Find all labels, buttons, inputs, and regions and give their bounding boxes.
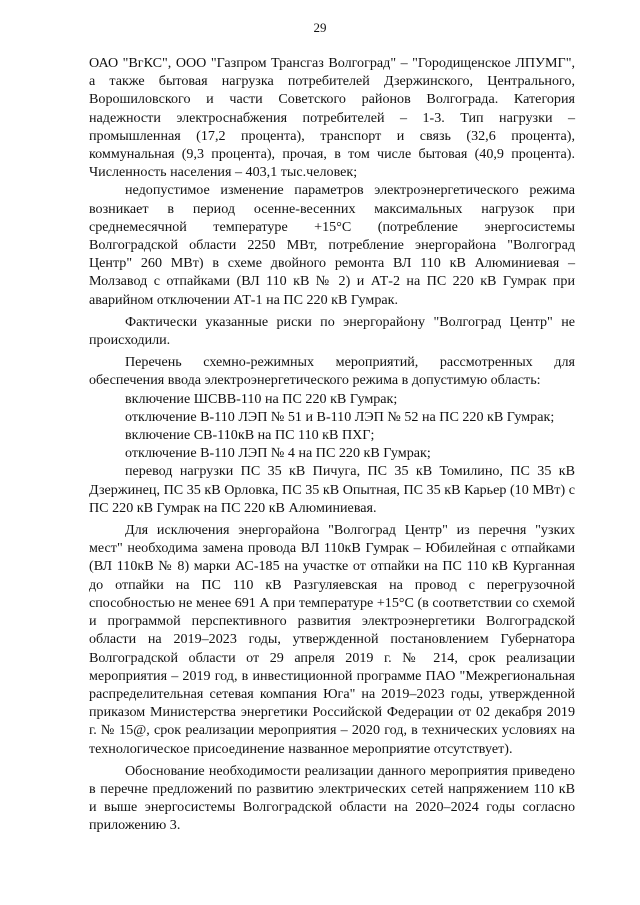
list-item: включение СВ-110кВ на ПС 110 кВ ПХГ; — [125, 427, 375, 444]
paragraph-regime-risk: недопустимое изменение параметров электроэнергетического режима возникает в период осенне-весенних максимальных нагрузок при среднемесячной температуре +15°С (потребление энергосистемы Волгоградской области 2250 МВт, потребление энергорайона "Волгоград Центр" 260 МВт) в схеме двойного ремонта ВЛ 110 кВ Алюминиевая – Молзавод с отпайками (ВЛ 110 кВ № 2) и АТ-2 на ПС 220 кВ Гумрак при аварийном отключении АТ-1 на ПС 220 кВ Гумрак. — [89, 182, 575, 308]
page-number: 29 — [313, 20, 327, 35]
list-item: включение ШСВВ-110 на ПС 220 кВ Гумрак; — [125, 390, 398, 407]
paragraph-justification: Обоснование необходимости реализации данного мероприятия приведено в перечне предложений по развитию электрических сетей напряжением 110 кВ и выше энергосистемы Волгоградской области на 2020–2024 годы согласно приложению 3. — [89, 762, 575, 834]
paragraph-actual-risks: Фактически указанные риски по энергорайону "Волгоград Центр" не происходили. — [89, 313, 575, 349]
paragraph-bottleneck-removal: Для исключения энергорайона "Волгоград Центр" из перечня "узких мест" необходима замена провода ВЛ 110кВ Гумрак – Юбилейная с отпайками (ВЛ 110кВ № 8) марки АС-185 на участке от отпайки на ПС 110 кВ Курганная до отпайки на ПС 110 кВ Разгуляевская на провод с перегрузочной способностью не менее 691 А при температуре +15°С (в соответствии со схемой и программой перспективного развития электроэнергетики Волгоградской области на 2019–2023 годы, утвержденной постановлением Губернатора Волгоградской области от 29 апреля 2019 г. № 214, срок реализации мероприятия – 2019 год, в инвестиционной программе ПАО "Межрегиональная распределительная сетевая компания Юга" на 2019–2023 годы, утвержденной приказом Министерства энергетики Российской Федерации от 02 декабря 2019 г. № 15@, срок реализации мероприятия – 2020 год, в технических условиях на технологическое присоединение названное мероприятие отсутствует). — [89, 522, 575, 757]
list-item: отключение В-110 ЛЭП № 4 на ПС 220 кВ Гумрак; — [125, 445, 431, 462]
paragraph-measures-intro: Перечень схемно-режимных мероприятий, рассмотренных для обеспечения ввода электроэнергетического режима в допустимую область: — [89, 354, 575, 389]
paragraph-supply-description: ОАО "ВгКС", ООО "Газпром Трансгаз Волгоград" – "Городищенское ЛПУМГ", а также бытовая нагрузка потребителей Дзержинского, Центрального, Ворошиловского и части Советского районов Волгограда. Категория надежности электроснабжения потребителей – 1-3. Тип нагрузки – промышленная (17,2 процента), транспорт и связь (32,6 процента), коммунальная (9,3 процента), прочая, в том числе бытовая (40,9 процента). Численность населения – 403,1 тыс.человек; — [89, 55, 575, 181]
list-item: отключение В-110 ЛЭП № 51 и В-110 ЛЭП № 52 на ПС 220 кВ Гумрак; — [125, 408, 555, 425]
list-item: перевод нагрузки ПС 35 кВ Пичуга, ПС 35 кВ Томилино, ПС 35 кВ Дзержинец, ПС 35 кВ Орловка, ПС 35 кВ Опытная, ПС 35 кВ Карьер (10 МВт) с ПС 220 кВ Гумрак на ПС 220 кВ Алюминиевая. — [89, 463, 575, 516]
document-body — [89, 54, 575, 835]
